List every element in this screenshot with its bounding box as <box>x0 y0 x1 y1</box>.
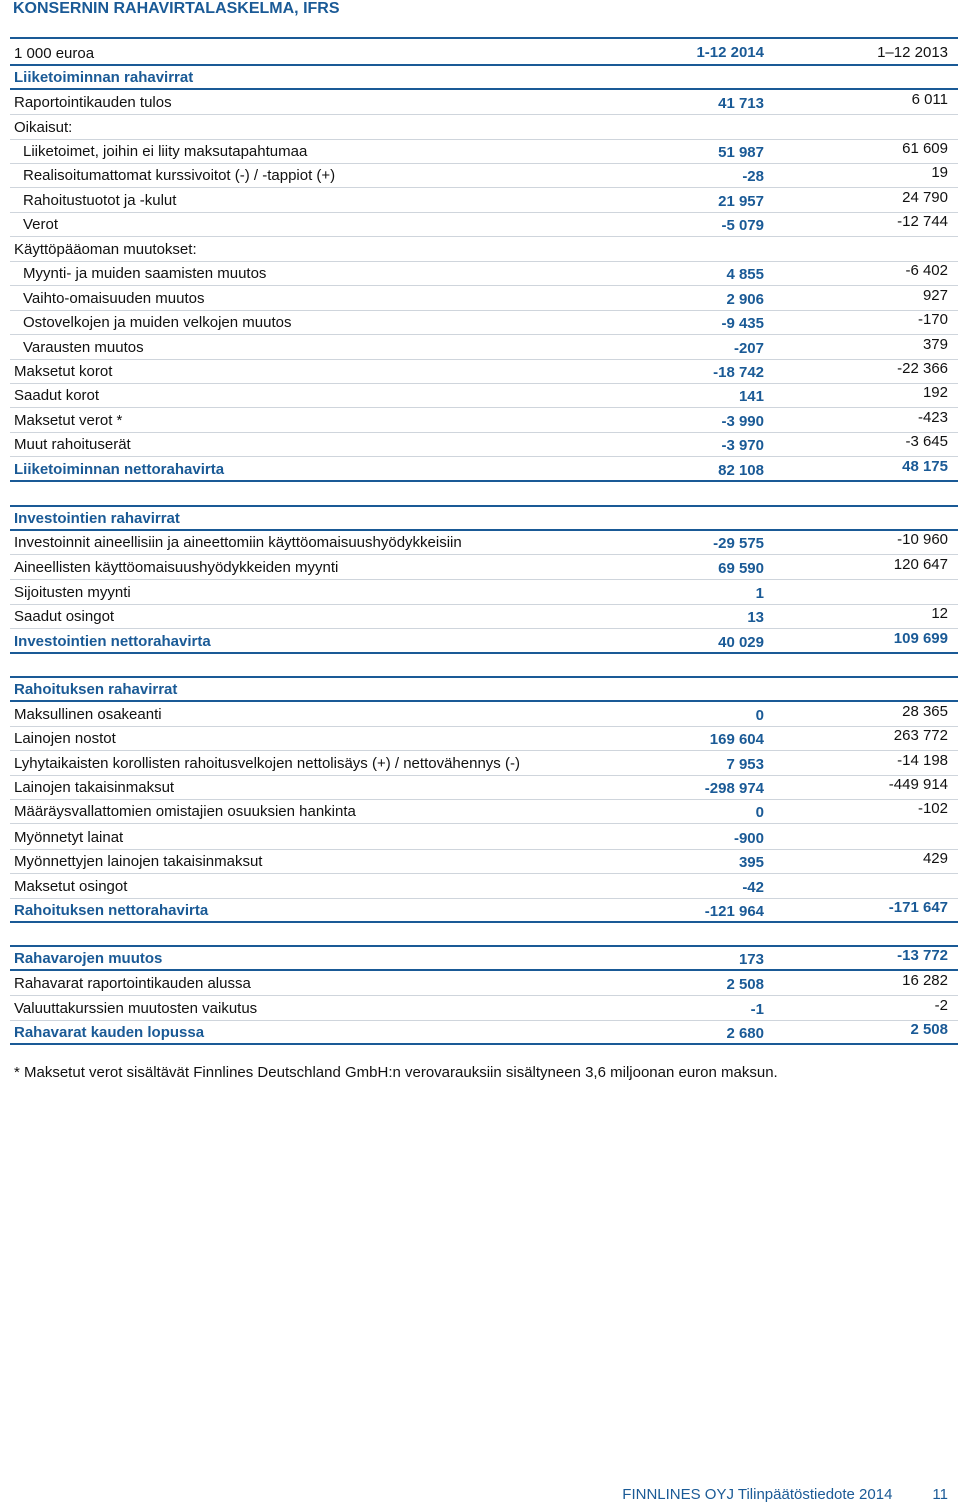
total-row <box>0 899 960 923</box>
row-label: Aineellisten käyttöomaisuushyödykkeiden myynti <box>14 559 339 576</box>
value-2013: -10 960 <box>897 531 948 548</box>
value-2014: 21 957 <box>718 193 764 210</box>
value-2013: -13 772 <box>897 947 948 964</box>
row-label: Saadut korot <box>14 387 100 404</box>
value-2014: -28 <box>742 168 764 185</box>
value-2014: 13 <box>747 609 764 626</box>
row-label: Käyttöpääoman muutokset: <box>14 241 197 258</box>
row-label: Raportointikauden tulos <box>14 94 172 111</box>
value-2014: -9 435 <box>721 315 764 332</box>
value-2014: -42 <box>742 879 764 896</box>
value-2013: 48 175 <box>902 458 948 475</box>
row-label: Ostovelkojen ja muiden velkojen muutos <box>23 314 292 331</box>
value-2014: 4 855 <box>726 266 764 283</box>
value-2014: -1 <box>750 1001 764 1018</box>
table-row <box>0 581 960 605</box>
row-label: Myönnetyt lainat <box>14 829 124 846</box>
table-row <box>0 703 960 727</box>
value-2013: 120 647 <box>893 556 948 573</box>
row-label: Realisoitumattomat kurssivoitot (-) / -tappiot (+) <box>23 167 336 184</box>
total-row <box>0 947 960 971</box>
section-header-row <box>0 66 960 90</box>
value-2014: 40 029 <box>718 634 764 651</box>
value-2013: 2 508 <box>910 1021 948 1038</box>
table-row <box>0 875 960 899</box>
value-2014: -18 742 <box>713 364 764 381</box>
row-label: Maksetut korot <box>14 363 113 380</box>
table-row <box>0 116 960 140</box>
value-2013: -14 198 <box>897 752 948 769</box>
section-header-row <box>0 678 960 702</box>
row-label: Lyhytaikaisten korollisten rahoitusvelkojen nettolisäys (+) / nettovähennys (-) <box>14 755 520 772</box>
value-2013: 16 282 <box>902 972 948 989</box>
row-label: Saadut osingot <box>14 608 115 625</box>
table-row <box>0 384 960 408</box>
table-row <box>0 826 960 850</box>
value-2014: -5 079 <box>721 217 764 234</box>
row-label: Investointien nettorahavirta <box>14 633 211 650</box>
table-row <box>0 164 960 188</box>
row-label: Varausten muutos <box>23 339 144 356</box>
table-row <box>0 605 960 629</box>
table-row <box>0 752 960 776</box>
row-label: Investointien rahavirrat <box>14 510 180 527</box>
value-2014: 169 604 <box>709 731 764 748</box>
value-2014: 395 <box>738 854 764 871</box>
section-divider <box>10 676 958 678</box>
column-header-2013: 1–12 2013 <box>877 44 948 61</box>
value-2013: -102 <box>917 800 948 817</box>
table-row <box>0 409 960 433</box>
table-row <box>0 433 960 457</box>
row-label: Rahavarojen muutos <box>14 950 163 967</box>
footer-company: FINNLINES OYJ Tilinpäätöstiedote 2014 <box>622 1486 893 1503</box>
value-2014: 2 680 <box>726 1025 764 1042</box>
table-row <box>0 972 960 996</box>
value-2013: -12 744 <box>897 213 948 230</box>
table-row <box>0 140 960 164</box>
value-2013: 429 <box>922 850 948 867</box>
value-2014: 141 <box>738 388 764 405</box>
row-label: Oikaisut: <box>14 119 73 136</box>
value-2014: -298 974 <box>704 780 764 797</box>
row-label: Rahoituksen nettorahavirta <box>14 902 209 919</box>
row-label: Sijoitusten myynti <box>14 584 131 601</box>
table-row <box>0 287 960 311</box>
value-2014: -900 <box>733 830 764 847</box>
table-row <box>0 531 960 555</box>
value-2014: -3 970 <box>721 437 764 454</box>
value-2014: 2 906 <box>726 291 764 308</box>
value-2013: -449 914 <box>888 776 948 793</box>
table-row <box>0 997 960 1021</box>
value-2013: 192 <box>922 384 948 401</box>
row-label: Maksetut osingot <box>14 878 128 895</box>
row-label: Valuuttakurssien muutosten vaikutus <box>14 1000 258 1017</box>
page-number: 11 <box>932 1486 948 1503</box>
value-2013: 109 699 <box>893 630 948 647</box>
row-label: Rahavarat kauden lopussa <box>14 1024 205 1041</box>
total-row <box>0 458 960 482</box>
value-2014: -3 990 <box>721 413 764 430</box>
table-row <box>0 336 960 360</box>
row-label: Rahoitustuotot ja -kulut <box>23 192 177 209</box>
table-row <box>0 727 960 751</box>
row-label: Lainojen takaisinmaksut <box>14 779 175 796</box>
table-row <box>0 238 960 262</box>
footnote: * Maksetut verot sisältävät Finnlines Deutschland GmbH:n verovarauksiin sisältyneen 3,6 miljoonan euron maksun. <box>14 1064 778 1081</box>
value-2013: 927 <box>922 287 948 304</box>
row-label: Maksetut verot * <box>14 412 123 429</box>
value-2013: -171 647 <box>888 899 948 916</box>
row-label: Rahoituksen rahavirrat <box>14 681 178 698</box>
value-2014: 69 590 <box>718 560 764 577</box>
value-2014: 2 508 <box>726 976 764 993</box>
table-row <box>0 311 960 335</box>
row-label: Myönnettyjen lainojen takaisinmaksut <box>14 853 263 870</box>
value-2013: -6 402 <box>905 262 948 279</box>
value-2013: -3 645 <box>905 433 948 450</box>
table-row <box>0 360 960 384</box>
row-label: Maksullinen osakeanti <box>14 706 162 723</box>
value-2013: 24 790 <box>902 189 948 206</box>
value-2013: 19 <box>931 164 948 181</box>
table-row <box>0 776 960 800</box>
value-2013: 263 772 <box>893 727 948 744</box>
page-footer <box>622 1486 948 1504</box>
row-label: Määräysvallattomien omistajien osuuksien hankinta <box>14 803 356 820</box>
column-header-2014: 1-12 2014 <box>696 44 764 61</box>
row-label: Lainojen nostot <box>14 730 116 747</box>
table-row <box>0 556 960 580</box>
section-divider <box>10 505 958 507</box>
row-label: Myynti- ja muiden saamisten muutos <box>23 265 267 282</box>
value-2013: 61 609 <box>902 140 948 157</box>
value-2014: -207 <box>733 340 764 357</box>
value-2013: -2 <box>934 997 948 1014</box>
value-2013: -423 <box>917 409 948 426</box>
table-row <box>0 850 960 874</box>
value-2013: 28 365 <box>902 703 948 720</box>
total-row <box>0 1021 960 1045</box>
value-2014: -121 964 <box>704 903 764 920</box>
page-title: KONSERNIN RAHAVIRTALASKELMA, IFRS <box>13 0 340 17</box>
table-header-row <box>0 42 960 66</box>
table-row <box>0 213 960 237</box>
value-2014: 7 953 <box>726 756 764 773</box>
value-2014: 41 713 <box>718 95 764 112</box>
value-2013: -22 366 <box>897 360 948 377</box>
value-2014: 173 <box>738 951 764 968</box>
table-row <box>0 189 960 213</box>
value-2014: 0 <box>755 707 764 724</box>
value-2013: 379 <box>922 336 948 353</box>
section-header-row <box>0 507 960 531</box>
value-2013: 12 <box>931 605 948 622</box>
value-2014: -29 575 <box>713 535 764 552</box>
value-2013: 6 011 <box>911 91 948 108</box>
table-row <box>0 262 960 286</box>
table-row <box>0 800 960 824</box>
value-2014: 1 <box>755 585 764 602</box>
row-label: Muut rahoituserät <box>14 436 131 453</box>
row-label: Verot <box>23 216 59 233</box>
row-label: Liiketoiminnan rahavirrat <box>14 69 194 86</box>
row-label: Liiketoiminnan nettorahavirta <box>14 461 225 478</box>
row-label: Rahavarat raportointikauden alussa <box>14 975 251 992</box>
value-2014: 82 108 <box>718 462 764 479</box>
row-label: Vaihto-omaisuuden muutos <box>23 290 205 307</box>
row-label: Liiketoimet, joihin ei liity maksutapahtumaa <box>23 143 308 160</box>
value-2014: 51 987 <box>718 144 764 161</box>
table-row <box>0 91 960 115</box>
row-label: Investoinnit aineellisiin ja aineettomiin käyttöomaisuushyödykkeisiin <box>14 534 462 551</box>
value-2013: -170 <box>917 311 948 328</box>
total-row <box>0 630 960 654</box>
section-divider <box>10 945 958 947</box>
value-2014: 0 <box>755 804 764 821</box>
unit-label: 1 000 euroa <box>14 45 95 62</box>
